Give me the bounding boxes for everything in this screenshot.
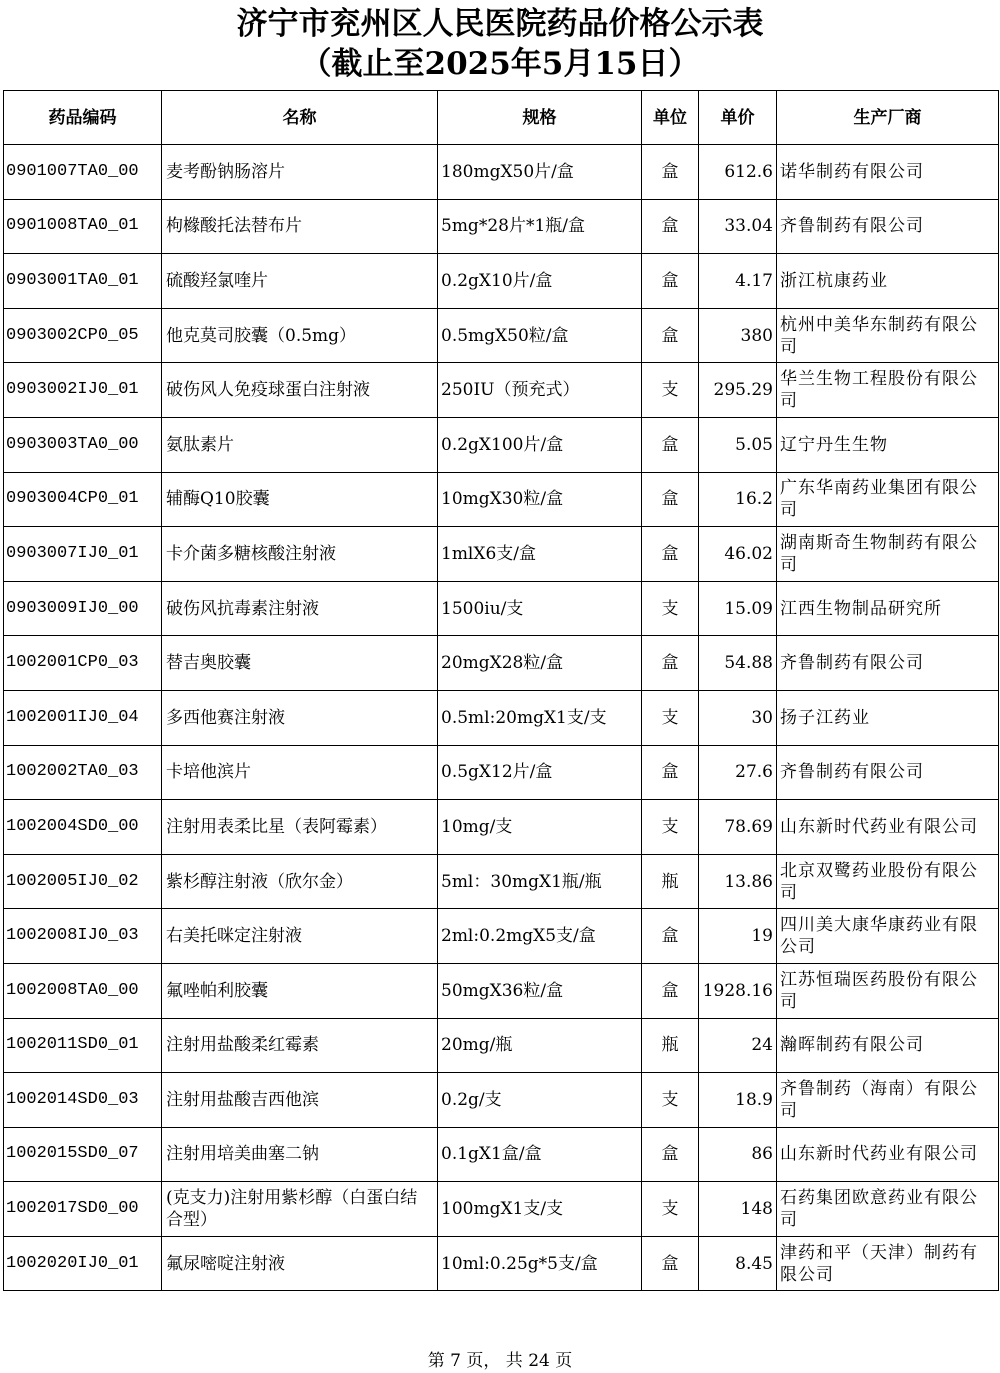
cell-code: 0903001TA0_01: [4, 254, 162, 309]
cell-price: 54.88: [699, 636, 777, 691]
cell-price: 86: [699, 1127, 777, 1182]
cell-code: 1002005IJ0_02: [4, 854, 162, 909]
cell-name: 氟唑帕利胶囊: [162, 963, 438, 1018]
cell-name: 破伤风抗毒素注射液: [162, 581, 438, 636]
cell-code: 1002008IJ0_03: [4, 909, 162, 964]
cell-code: 0901008TA0_01: [4, 199, 162, 254]
cell-maker: 北京双鹭药业股份有限公司: [777, 854, 999, 909]
header-spec: 规格: [438, 91, 642, 145]
cell-maker: 津药和平（天津）制药有限公司: [777, 1236, 999, 1291]
cell-unit: 盒: [642, 308, 699, 363]
cell-unit: 盒: [642, 527, 699, 582]
cell-code: 0903007IJ0_01: [4, 527, 162, 582]
cell-price: 30: [699, 690, 777, 745]
cell-price: 46.02: [699, 527, 777, 582]
table-row: [4, 254, 999, 309]
cell-code: 1002017SD0_00: [4, 1182, 162, 1237]
table-row: [4, 199, 999, 254]
cell-spec: 0.5gX12片/盒: [438, 745, 642, 800]
header-unit: 单位: [642, 91, 699, 145]
cell-code: 0903002IJ0_01: [4, 363, 162, 418]
table-row: [4, 636, 999, 691]
cell-code: 1002020IJ0_01: [4, 1236, 162, 1291]
cell-unit: 盒: [642, 963, 699, 1018]
cell-unit: 盒: [642, 909, 699, 964]
cell-name: 辅酶Q10胶囊: [162, 472, 438, 527]
cell-code: 1002001IJ0_04: [4, 690, 162, 745]
table-row: [4, 690, 999, 745]
cell-unit: 支: [642, 581, 699, 636]
cell-unit: 瓶: [642, 1018, 699, 1073]
cell-spec: 0.2gX100片/盒: [438, 417, 642, 472]
cell-name: 替吉奥胶囊: [162, 636, 438, 691]
cell-maker: 湖南斯奇生物制药有限公司: [777, 527, 999, 582]
cell-price: 18.9: [699, 1073, 777, 1128]
cell-price: 16.2: [699, 472, 777, 527]
cell-spec: 1500iu/支: [438, 581, 642, 636]
cell-price: 19: [699, 909, 777, 964]
cell-unit: 盒: [642, 145, 699, 200]
table-row: [4, 417, 999, 472]
header-code: 药品编码: [4, 91, 162, 145]
cell-price: 1928.16: [699, 963, 777, 1018]
table-row: [4, 1236, 999, 1291]
cell-spec: 250IU（预充式）: [438, 363, 642, 418]
cell-code: 1002014SD0_03: [4, 1073, 162, 1128]
cell-spec: 100mgX1支/支: [438, 1182, 642, 1237]
header-maker: 生产厂商: [777, 91, 999, 145]
cell-unit: 盒: [642, 417, 699, 472]
cell-price: 27.6: [699, 745, 777, 800]
cell-code: 0903009IJ0_00: [4, 581, 162, 636]
table-row: [4, 1073, 999, 1128]
cell-code: 0903004CP0_01: [4, 472, 162, 527]
table-row: [4, 581, 999, 636]
cell-spec: 5mg*28片*1瓶/盒: [438, 199, 642, 254]
cell-spec: 1mlX6支/盒: [438, 527, 642, 582]
page-number-footer: 第 7 页， 共 24 页: [427, 1351, 573, 1371]
table-row: [4, 1127, 999, 1182]
cell-unit: 盒: [642, 1127, 699, 1182]
cell-spec: 5ml：30mgX1瓶/瓶: [438, 854, 642, 909]
cell-code: 1002002TA0_03: [4, 745, 162, 800]
cell-code: 0903002CP0_05: [4, 308, 162, 363]
cell-name: 他克莫司胶囊（0.5mg）: [162, 308, 438, 363]
cell-name: 多西他赛注射液: [162, 690, 438, 745]
page-title: 济宁市兖州区人民医院药品价格公示表: [236, 6, 764, 42]
cell-spec: 0.5mgX50粒/盒: [438, 308, 642, 363]
cell-price: 78.69: [699, 800, 777, 855]
table-row: [4, 963, 999, 1018]
cell-code: 1002011SD0_01: [4, 1018, 162, 1073]
drug-price-table: [3, 90, 999, 1291]
cell-price: 295.29: [699, 363, 777, 418]
cell-name: 破伤风人免疫球蛋白注射液: [162, 363, 438, 418]
cell-maker: 瀚晖制药有限公司: [777, 1018, 999, 1073]
cell-unit: 支: [642, 363, 699, 418]
cell-unit: 支: [642, 1073, 699, 1128]
page-subtitle-date: （截止至2025年5月15日）: [300, 46, 700, 82]
cell-price: 13.86: [699, 854, 777, 909]
cell-maker: 杭州中美华东制药有限公司: [777, 308, 999, 363]
cell-price: 380: [699, 308, 777, 363]
cell-maker: 江苏恒瑞医药股份有限公司: [777, 963, 999, 1018]
cell-spec: 10ml:0.25g*5支/盒: [438, 1236, 642, 1291]
cell-maker: 山东新时代药业有限公司: [777, 800, 999, 855]
cell-spec: 10mgX30粒/盒: [438, 472, 642, 527]
table-row: [4, 1182, 999, 1237]
cell-unit: 支: [642, 690, 699, 745]
cell-unit: 支: [642, 800, 699, 855]
cell-unit: 盒: [642, 199, 699, 254]
table-row: [4, 472, 999, 527]
cell-price: 24: [699, 1018, 777, 1073]
cell-spec: 0.2gX10片/盒: [438, 254, 642, 309]
table-row: [4, 909, 999, 964]
cell-name: 氨肽素片: [162, 417, 438, 472]
cell-spec: 10mg/支: [438, 800, 642, 855]
cell-unit: 盒: [642, 1236, 699, 1291]
table-row: [4, 800, 999, 855]
cell-price: 8.45: [699, 1236, 777, 1291]
cell-price: 15.09: [699, 581, 777, 636]
table-row: [4, 363, 999, 418]
cell-name: 注射用表柔比星（表阿霉素）: [162, 800, 438, 855]
cell-unit: 盒: [642, 254, 699, 309]
cell-maker: 华兰生物工程股份有限公司: [777, 363, 999, 418]
table-row: [4, 745, 999, 800]
cell-code: 0903003TA0_00: [4, 417, 162, 472]
cell-spec: 180mgX50片/盒: [438, 145, 642, 200]
cell-unit: 盒: [642, 745, 699, 800]
cell-unit: 瓶: [642, 854, 699, 909]
cell-name: 氟尿嘧啶注射液: [162, 1236, 438, 1291]
cell-maker: 山东新时代药业有限公司: [777, 1127, 999, 1182]
cell-spec: 20mgX28粒/盒: [438, 636, 642, 691]
cell-name: 卡介菌多糖核酸注射液: [162, 527, 438, 582]
cell-maker: 齐鲁制药（海南）有限公司: [777, 1073, 999, 1128]
cell-spec: 0.1gX1盒/盒: [438, 1127, 642, 1182]
cell-maker: 诺华制药有限公司: [777, 145, 999, 200]
cell-name: 右美托咪定注射液: [162, 909, 438, 964]
cell-code: 1002015SD0_07: [4, 1127, 162, 1182]
cell-name: 注射用培美曲塞二钠: [162, 1127, 438, 1182]
cell-name: 麦考酚钠肠溶片: [162, 145, 438, 200]
table-row: [4, 145, 999, 200]
cell-price: 148: [699, 1182, 777, 1237]
cell-name: 注射用盐酸柔红霉素: [162, 1018, 438, 1073]
cell-unit: 盒: [642, 472, 699, 527]
cell-maker: 四川美大康华康药业有限公司: [777, 909, 999, 964]
cell-maker: 辽宁丹生生物: [777, 417, 999, 472]
cell-spec: 50mgX36粒/盒: [438, 963, 642, 1018]
cell-code: 1002001CP0_03: [4, 636, 162, 691]
header-name: 名称: [162, 91, 438, 145]
table-header-row: [4, 91, 999, 145]
cell-maker: 石药集团欧意药业有限公司: [777, 1182, 999, 1237]
cell-unit: 支: [642, 1182, 699, 1237]
table-row: [4, 308, 999, 363]
cell-name: (克支力)注射用紫杉醇（白蛋白结合型）: [162, 1182, 438, 1237]
header-price: 单价: [699, 91, 777, 145]
cell-maker: 齐鲁制药有限公司: [777, 199, 999, 254]
cell-maker: 广东华南药业集团有限公司: [777, 472, 999, 527]
cell-maker: 江西生物制品研究所: [777, 581, 999, 636]
cell-spec: 0.2g/支: [438, 1073, 642, 1128]
cell-name: 卡培他滨片: [162, 745, 438, 800]
cell-maker: 浙江杭康药业: [777, 254, 999, 309]
cell-name: 紫杉醇注射液（欣尔金）: [162, 854, 438, 909]
cell-name: 硫酸羟氯喹片: [162, 254, 438, 309]
cell-price: 612.6: [699, 145, 777, 200]
cell-unit: 盒: [642, 636, 699, 691]
table-row: [4, 854, 999, 909]
cell-code: 1002004SD0_00: [4, 800, 162, 855]
cell-price: 5.05: [699, 417, 777, 472]
cell-maker: 齐鲁制药有限公司: [777, 745, 999, 800]
cell-price: 4.17: [699, 254, 777, 309]
cell-maker: 扬子江药业: [777, 690, 999, 745]
cell-name: 注射用盐酸吉西他滨: [162, 1073, 438, 1128]
cell-code: 1002008TA0_00: [4, 963, 162, 1018]
cell-code: 0901007TA0_00: [4, 145, 162, 200]
cell-price: 33.04: [699, 199, 777, 254]
cell-spec: 2ml:0.2mgX5支/盒: [438, 909, 642, 964]
cell-maker: 齐鲁制药有限公司: [777, 636, 999, 691]
cell-name: 枸橼酸托法替布片: [162, 199, 438, 254]
table-row: [4, 1018, 999, 1073]
cell-spec: 20mg/瓶: [438, 1018, 642, 1073]
table-row: [4, 527, 999, 582]
cell-spec: 0.5ml:20mgX1支/支: [438, 690, 642, 745]
